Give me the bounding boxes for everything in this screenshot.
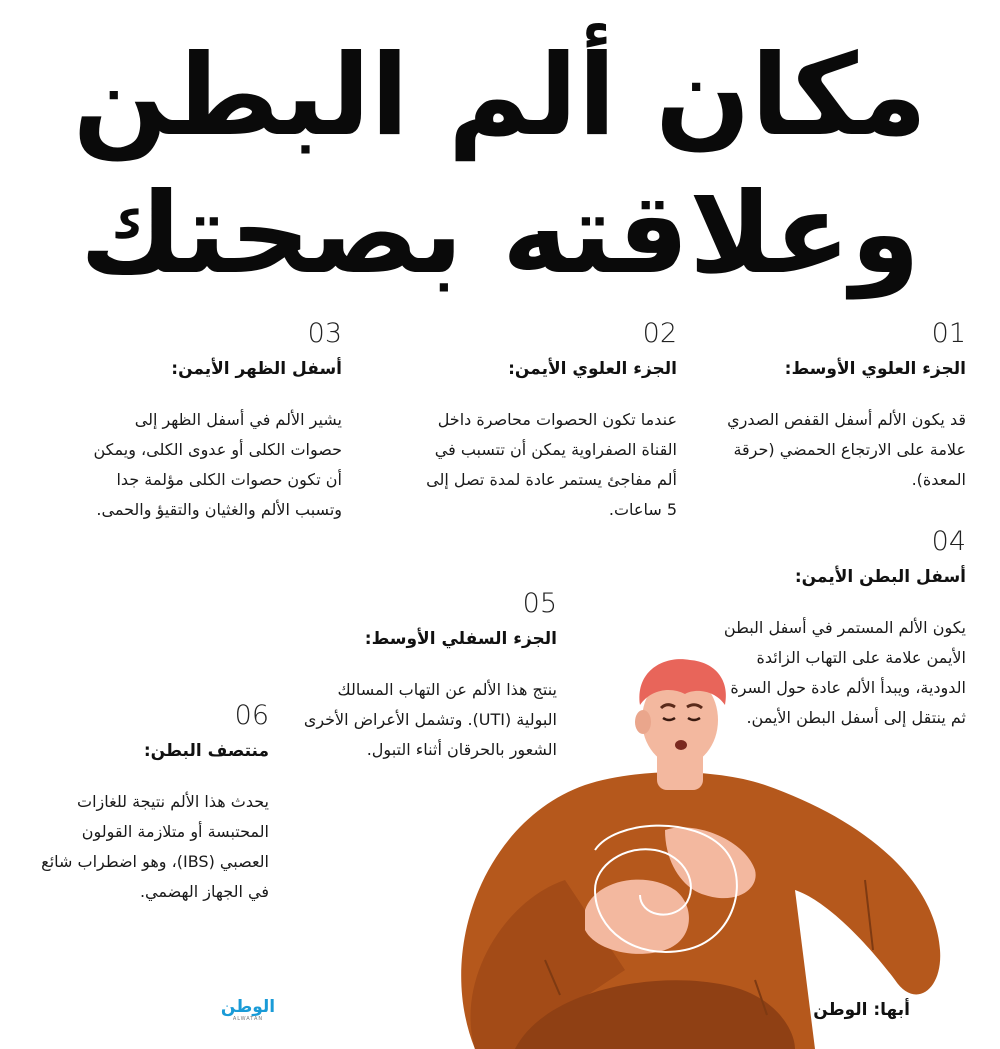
- section-number: 02: [642, 318, 677, 349]
- section-body: عندما تكون الحصوات محاصرة داخل القناة الصفراوية يمكن أن تتسبب في ألم مفاجئ يستمر عادة لمدة تصل إلى 5 ساعات.: [426, 410, 677, 520]
- section-number: 04: [931, 526, 966, 557]
- person-with-stomach-ache-illustration: [395, 650, 955, 1049]
- section-body: يشير الألم في أسفل الظهر إلى حصوات الكلى أو عدوى الكلى، ويمكن أن تكون حصوات الكلى مؤلمة جدا وتسبب الألم والغثيان والتقيؤ والحمى.: [93, 410, 342, 520]
- ear: [635, 710, 651, 734]
- section-number: 01: [931, 318, 966, 349]
- section-heading: الجزء السفلي الأوسط:: [364, 629, 557, 649]
- section-number: 06: [234, 700, 269, 731]
- source-credit: أبها: الوطن: [813, 1000, 910, 1020]
- page-title-line-2: وعلاقته بصحتك: [79, 169, 921, 299]
- section-06: [29, 702, 269, 907]
- section-body: قد يكون الألم أسفل القفص الصدري علامة على الارتجاع الحمضي (حرقة المعدة).: [727, 410, 966, 490]
- section-body: يكون الألم المستمر في أسفل البطن الأيمن علامة على التهاب الزائدة الدودية، ويبدأ الألم عادة حول السرة ثم ينتقل إلى أسفل البطن الأيمن.: [723, 618, 966, 728]
- section-number: 05: [522, 588, 557, 619]
- section-heading: أسفل البطن الأيمن:: [794, 567, 966, 587]
- logo-wordmark: الوطن: [220, 997, 276, 1017]
- alwatan-logo: [213, 998, 283, 1024]
- section-02: [417, 320, 677, 525]
- mouth: [675, 740, 687, 750]
- section-heading: الجزء العلوي الأيمن:: [508, 359, 677, 379]
- section-number: 03: [307, 318, 342, 349]
- section-heading: منتصف البطن:: [143, 741, 269, 761]
- section-body: ينتج هذا الألم عن التهاب المسالك البولية (UTI). وتشمل الأعراض الأخرى الشعور بالحرقان أثناء التبول.: [303, 680, 557, 760]
- section-heading: أسفل الظهر الأيمن:: [171, 359, 342, 379]
- section-03: [92, 320, 342, 525]
- page-title-line-1: مكان ألم البطن: [72, 31, 928, 161]
- section-body: يحدث هذا الألم نتيجة للغازات المحتبسة أو متلازمة القولون العصبي (IBS)، وهو اضطراب شائع في الجهاز الهضمي.: [41, 792, 269, 902]
- logo-subtitle: ALWATAN: [232, 1016, 264, 1022]
- section-heading: الجزء العلوي الأوسط:: [784, 359, 966, 379]
- section-01: [726, 320, 966, 495]
